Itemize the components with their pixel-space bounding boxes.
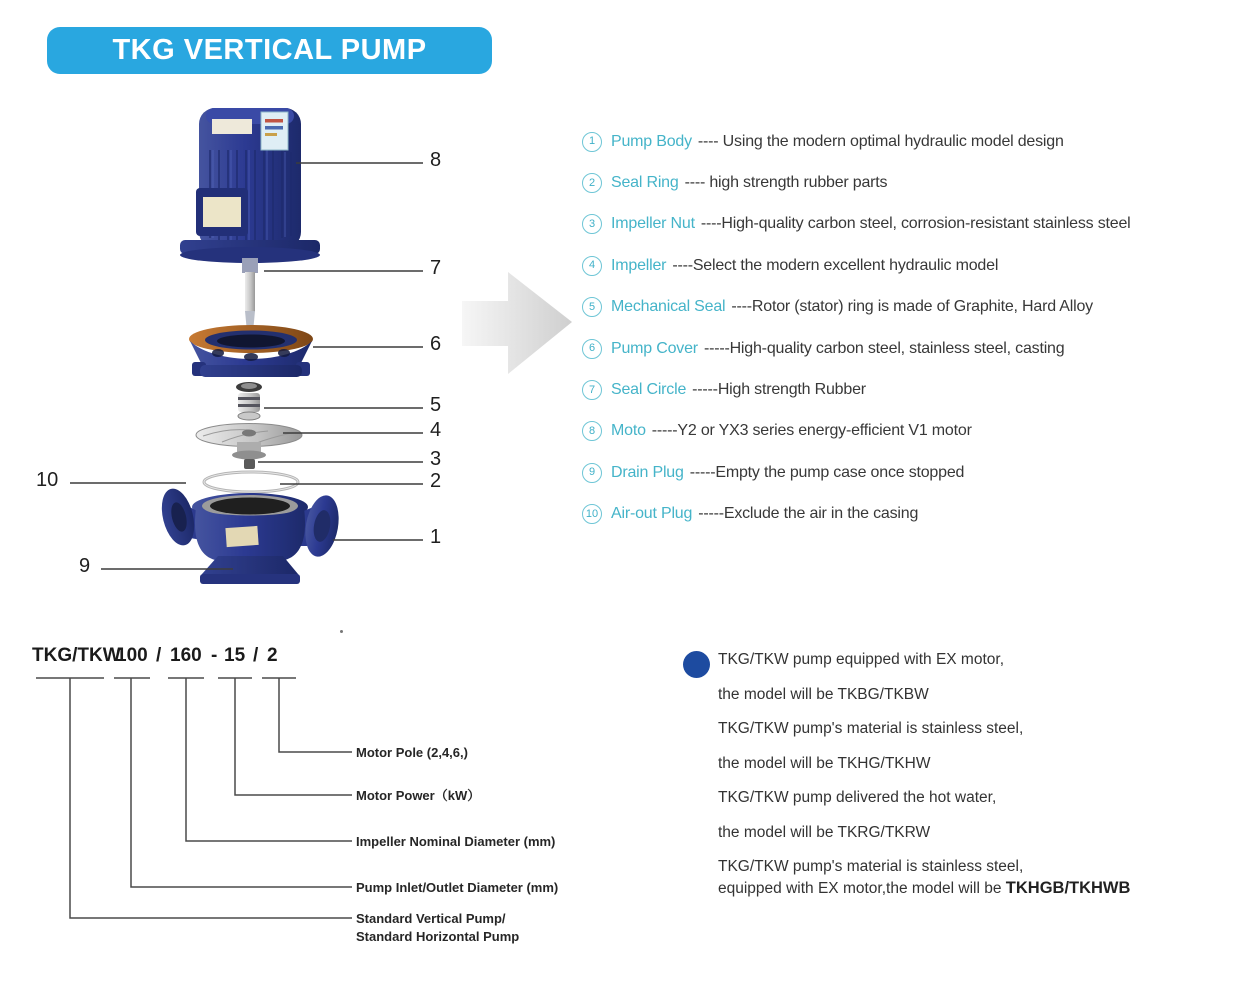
parts-list-item-9	[582, 452, 1234, 493]
part-description: ----High-quality carbon steel, corrosion-resistant stainless steel	[700, 215, 1131, 233]
circled-number-icon: 8	[582, 421, 602, 441]
impeller-nut-illustration	[244, 459, 255, 469]
part-description: -----High strength Rubber	[692, 381, 866, 399]
part-name: Seal Ring	[611, 174, 679, 192]
model-token-slash-1: /	[156, 645, 162, 666]
motor-illustration	[180, 108, 320, 263]
note-line: the model will be TKBG/TKBW	[718, 685, 929, 703]
callout-1: 1	[430, 526, 442, 548]
part-description: ----Select the modern excellent hydraulic model	[672, 256, 999, 274]
callout-7: 7	[430, 257, 442, 279]
part-description: -----Exclude the air in the casing	[698, 505, 919, 523]
circled-number-icon: 3	[582, 214, 602, 234]
note-line: TKG/TKW pump equipped with EX motor,	[718, 651, 1005, 668]
note-line: TKG/TKW pump's material is stainless steel,	[718, 720, 1024, 737]
callout-10: 10	[36, 469, 59, 491]
impeller-illustration	[196, 424, 302, 460]
part-description: ---- Using the modern optimal hydraulic model design	[697, 132, 1064, 150]
part-name: Air-out Plug	[611, 505, 693, 523]
callout-8: 8	[430, 149, 442, 171]
pump-body-label	[225, 526, 258, 547]
parts-list-item-3	[582, 204, 1234, 245]
parts-list-item-4	[582, 245, 1234, 286]
model-token-impeller: 160	[170, 645, 202, 666]
note-line: TKG/TKW pump's material is stainless steel,	[718, 858, 1024, 875]
label-standard-horizontal: Standard Horizontal Pump	[356, 929, 520, 944]
parts-list-item-8	[582, 411, 1234, 452]
model-token-power: 15	[224, 645, 246, 666]
part-name: Mechanical Seal	[611, 298, 726, 316]
circled-number-icon: 9	[582, 463, 602, 483]
label-motor-pole: Motor Pole (2,4,6,)	[356, 745, 468, 760]
mechanical-seal-illustration	[236, 382, 262, 420]
note-line: TKG/TKW pump delivered the hot water,	[718, 789, 997, 806]
label-motor-power: Motor Power（kW）	[356, 788, 481, 803]
parts-list-item-10	[582, 494, 1234, 535]
part-description: ----Rotor (stator) ring is made of Graphite, Hard Alloy	[731, 298, 1093, 316]
model-token-series: TKG/TKW	[32, 645, 121, 666]
note-line: the model will be TKRG/TKRW	[718, 823, 931, 841]
circled-number-icon: 1	[582, 132, 602, 152]
motor-sticker	[261, 112, 288, 150]
part-description: -----Y2 or YX3 series energy-efficient V1 motor	[651, 422, 972, 440]
title-banner	[47, 27, 492, 74]
part-description: -----Empty the pump case once stopped	[689, 463, 965, 481]
part-name: Pump Body	[611, 132, 692, 150]
callout-6: 6	[430, 333, 442, 355]
label-pump-diameter: Pump Inlet/Outlet Diameter (mm)	[356, 880, 559, 895]
seal-ring-illustration	[204, 472, 298, 492]
callout-5: 5	[430, 394, 442, 416]
label-impeller-diameter: Impeller Nominal Diameter (mm)	[356, 834, 556, 849]
parts-list-item-5	[582, 287, 1234, 328]
pump-cover-illustration	[189, 325, 313, 377]
circled-number-icon: 6	[582, 339, 602, 359]
circled-number-icon: 10	[582, 504, 602, 524]
parts-list-item-2	[582, 162, 1234, 203]
circled-number-icon: 7	[582, 380, 602, 400]
arrow-right-icon	[462, 272, 572, 374]
stray-dot	[340, 630, 343, 633]
part-name: Impeller Nut	[611, 215, 695, 233]
circled-number-icon: 4	[582, 256, 602, 276]
callout-9: 9	[79, 555, 91, 577]
model-token-slash-2: /	[253, 645, 259, 666]
callout-3: 3	[430, 448, 442, 470]
model-token-inlet: 100	[116, 645, 148, 666]
callout-2: 2	[430, 470, 442, 492]
model-variant-notes	[718, 650, 1198, 901]
note-line: equipped with EX motor,the model will be TKHGB/TKHWB	[718, 879, 1131, 897]
parts-list-item-1	[582, 121, 1234, 162]
motor-nameplate	[212, 119, 252, 134]
model-token-dash: -	[211, 645, 218, 666]
part-name: Moto	[611, 422, 646, 440]
part-name: Drain Plug	[611, 463, 684, 481]
bullet-icon	[683, 651, 710, 678]
model-ladder-lines	[36, 678, 352, 918]
model-token-pole: 2	[267, 645, 278, 666]
parts-list-item-7	[582, 369, 1234, 410]
part-description: ---- high strength rubber parts	[684, 174, 888, 192]
part-name: Pump Cover	[611, 339, 698, 357]
shaft-illustration	[242, 258, 258, 332]
part-description: -----High-quality carbon steel, stainless steel, casting	[703, 339, 1065, 357]
part-name: Seal Circle	[611, 381, 687, 399]
note-line: the model will be TKHG/TKHW	[718, 754, 931, 772]
circled-number-icon: 5	[582, 297, 602, 317]
circled-number-icon: 2	[582, 173, 602, 193]
part-name: Impeller	[611, 256, 667, 274]
parts-list	[582, 121, 1234, 535]
callout-4: 4	[430, 419, 442, 441]
parts-list-item-6	[582, 328, 1234, 369]
label-standard-vertical: Standard Vertical Pump/	[356, 911, 506, 926]
page-title: TKG VERTICAL PUMP	[112, 34, 427, 66]
